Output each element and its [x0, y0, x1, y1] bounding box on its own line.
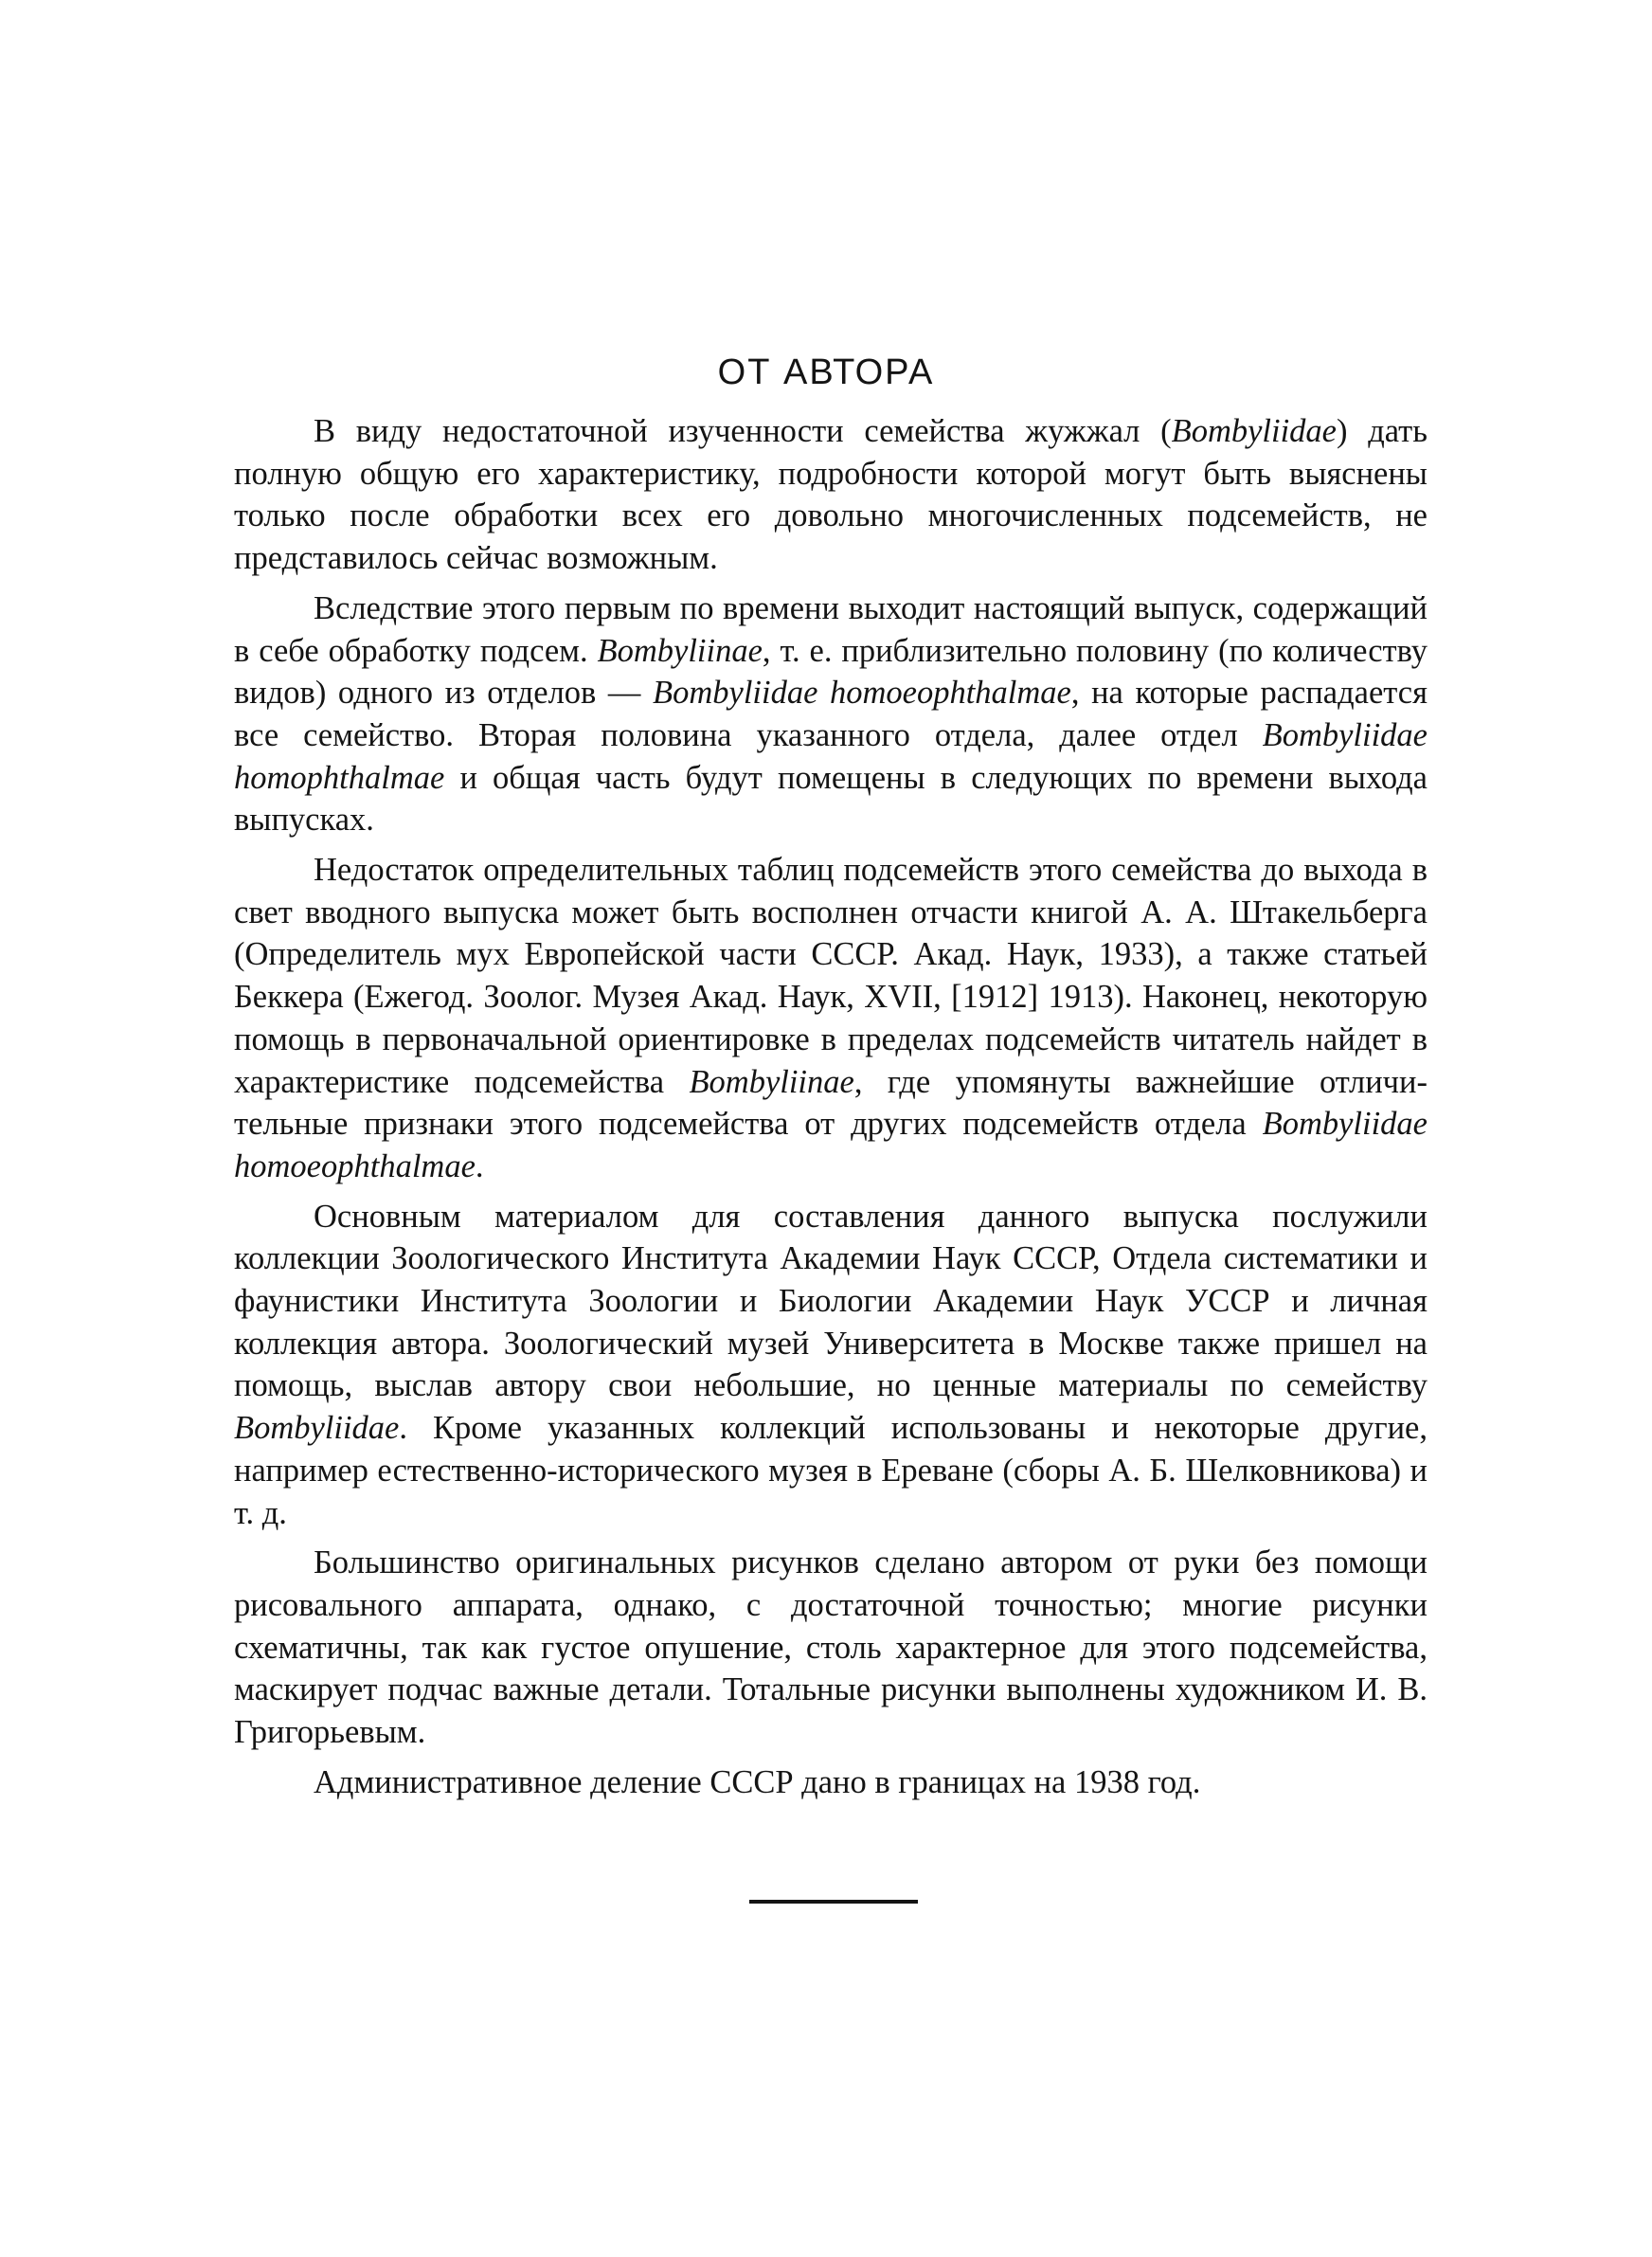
paragraph — [234, 1196, 1428, 1535]
body-text — [234, 410, 1428, 1812]
text-run: Большинство оригинальных рисунков сделано автором от руки без помощи рисовального аппарата, однако, с достаточной точностью; многие рисунки схематичны, так как густое опушение, столь характерное для этого подсемейства, маскирует подчас важные детали. Тотальные рисунки выполнены художником И. В. Григорьевым. — [234, 1544, 1428, 1751]
italic-taxon-name: Bombyliidae — [234, 1410, 400, 1447]
italic-taxon-name: Bombyliinae — [597, 632, 763, 669]
italic-taxon-name: Bombyliidae homophthalmae — [234, 716, 1428, 796]
page-title: ОТ АВТОРА — [717, 352, 935, 392]
italic-taxon-name: Bombyliidae homoeophthalmae — [234, 1106, 1428, 1184]
paragraph — [234, 410, 1428, 580]
text-run: ) дать полную общую его характеристику, подробности которой могут быть выяснены только после обработки всех его довольно многочисленных подсемейств, не представилось сейчас возможным. — [234, 413, 1428, 577]
closing-divider — [749, 1900, 918, 1904]
text-run: Административное деление СССР дано в границах на 1938 год. — [314, 1763, 1201, 1800]
text-run: Основным материалом для составления данного выпуска послужили коллекции Зоологического Института Академии Наук СССР, Отдела систематики и фаунистики Института Зоологии и Биологии Академии Наук УССР и личная коллекция автора. Зоологический музей Университета в Москве также пришел на помощь, выслав автору свои небольшие, но ценные материалы по семейству — [234, 1198, 1428, 1404]
text-run: и общая часть будут помещены в следующих по времени выхода выпусках. — [234, 759, 1428, 839]
text-run: , на которые распадается все семейство. Вторая половина указанного отдела, далее отдел — [234, 675, 1428, 753]
italic-taxon-name: Bombyliidae homoeophthalmae — [653, 675, 1071, 712]
text-run: В виду недостаточной изученности семейства жужжал ( — [314, 413, 1172, 449]
italic-taxon-name: Bombyliidae — [1171, 413, 1337, 449]
text-run: , т. е. приблизительно половину (по количеству видов) одного из отделов — — [234, 632, 1428, 712]
text-run: , где упомянуты важнейшие отличительные признаки этого подсемейства от других подсемейств отдела — [234, 1063, 1428, 1143]
paragraph — [234, 849, 1428, 1188]
paragraph — [234, 1542, 1428, 1754]
paragraph — [234, 1761, 1428, 1804]
text-run: Недостаток определительных таблиц подсемейств этого семейства до выхода в свет вводного выпуска может быть восполнен отчасти книгой А. А. Штакельберга (Определитель мух Европейской части СССР. Акад. Наук, 1933), а также статьей Беккера (Ежегод. Зоолог. Музея Акад. Наук, XVII, [1912] 1913). Наконец, некоторую помощь в первоначальной ориентировке в пределах подсемейств читатель найдет в характеристике подсемейства — [234, 852, 1428, 1100]
text-run: . — [475, 1147, 484, 1184]
italic-taxon-name: Bombyliinae — [689, 1063, 854, 1100]
text-run: . Кроме указанных коллекций использованы и некоторые другие, например естественно-исторического музея в Ереване (сборы А. Б. Шелковникова) и т. д. — [234, 1410, 1428, 1531]
paragraph — [234, 587, 1428, 841]
text-run: Вследствие этого первым по времени выходит настоящий выпуск, содержащий в себе обработку подсем. — [234, 589, 1428, 669]
